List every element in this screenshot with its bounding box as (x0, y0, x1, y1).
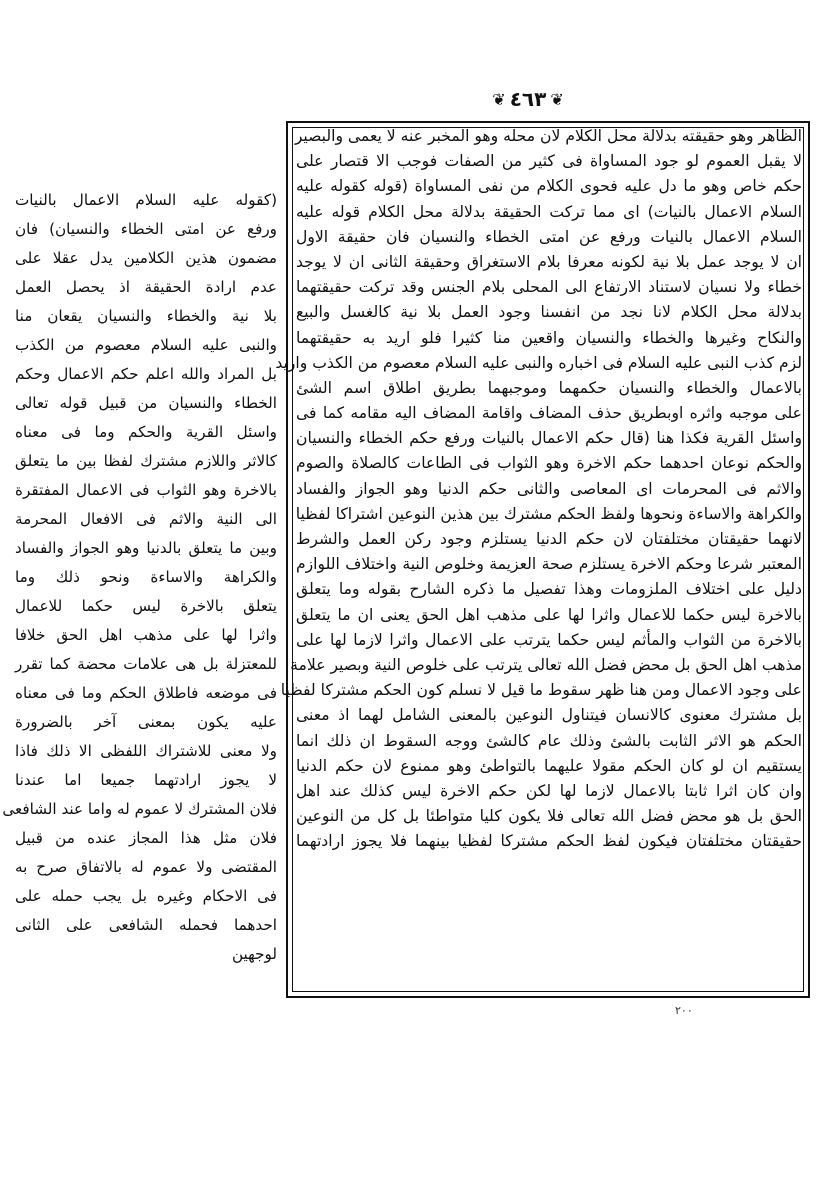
main-text-line: لانهما حقيقتان مختلفتان لان حكم الدنيا يستلزم وجود ركن العمل والشرط (296, 530, 802, 548)
main-text-line: والنكاح وغيرها والخطاء والنسيان واقعين منا كثيرا فلو اريد به حقيقتهما (296, 328, 802, 347)
margin-text-line: فى موضعه فاطلاق الحكم وما فى معناه (15, 684, 277, 702)
page-number (478, 82, 578, 116)
margin-text-line: بل المراد والله اعلم حكم الاعمال وحكم (15, 365, 277, 383)
margin-text-line: فلان المشترك لا عموم له واما عند الشافعى (2, 800, 277, 818)
margin-text-line: للمعتزلة بل هى علامات محضة كما تقرر (15, 655, 277, 673)
main-text-block (275, 124, 802, 994)
ornament-icon: ❦ (550, 89, 564, 109)
main-text-line: على موجبه واثره اوبطريق حذف المضاف واقامة المضاف اليه مقامه كما فى (296, 404, 802, 423)
margin-text-line: الخطاء والنسيان من قبيل قوله تعالى (15, 394, 277, 412)
margin-text-line: كالاثر واللازم مشترك لفظا بين ما يتعلق (15, 452, 277, 470)
margin-text-line: واسئل القرية والحكم وما فى معناه (15, 423, 277, 441)
main-text-line: بالاخرة من الثواب والمأثم ليس حكما يترتب على الاعمال واثرا لازما لها على (296, 630, 802, 649)
margin-text-line: مضمون هذين الكلامين يدل عقلا على (15, 249, 277, 267)
main-text-line: بالاخرة ليس حكما للاعمال واثرا لها على مذهب اهل الحق يعنى ان ما يتعلق (296, 605, 802, 624)
main-text-line: لزم كذب النبى عليه السلام فى اخباره والنبى عليه السلام معصوم من الكذب واريد (275, 353, 802, 372)
margin-text-line: واثرا لها على مذهب اهل الحق خلافا (15, 626, 277, 644)
main-text-line: حقيقتان مختلفتان فيكون لفظ الحكم مشتركا لفظيا بينهما فلا يجوز ارادتهما (296, 832, 802, 851)
margin-text-line: فلان مثل هذا المجاز عنده من قبيل (15, 829, 277, 847)
main-text-line: بدلالة محل الكلام لانا نجد من انفسنا وجود العمل بلا نية كالغسل والبيع (296, 303, 802, 322)
ornament-icon: ❦ (492, 89, 506, 109)
margin-text-line: احدهما فحمله الشافعى على الثانى (15, 916, 277, 934)
main-text-line: الظاهر وهو حقيقته بدلالة محل الكلام لان محله وهو المخبر عنه لا يعمى والبصير (294, 127, 802, 145)
margin-text-line: المقتضى ولا عموم له بالاتفاق صرح به (15, 858, 277, 876)
margin-text-line: والكراهة والاساءة ونحو ذلك وما (15, 568, 277, 586)
main-text-line: يستقيم ان لو كان الحكم مقولا عليهما بالتواطئ وهو ممنوع لان حكم الدنيا (296, 756, 802, 775)
margin-text-line: لوجهين (231, 945, 277, 963)
margin-text-line: الى النية والاثم فى الافعال المحرمة (15, 510, 277, 528)
main-text-line: بل مشترك معنوى كالانسان فيتناول النوعين بالمعنى الشامل لهما اذ معنى (296, 706, 802, 725)
footer-mark: ٢٠٠ (675, 1004, 693, 1017)
margin-text-line: وبين ما يتعلق بالدنيا وهو الجواز والفساد (15, 539, 277, 557)
main-text-line: والكراهة والاساءة ونحوها ولفظ الحكم مشترك بين هذين النوعين اشتراكا لفظيا (295, 504, 802, 523)
margin-text-line: (كقوله عليه السلام الاعمال بالنيات (15, 191, 277, 209)
main-text-line: لا يقبل العموم لو جود المساواة فى كثير من الصفات فوجب الا قتصار على (296, 152, 802, 171)
margin-text-line: ولا معنى للاشتراك اللفظى الا ذلك فاذا (15, 742, 277, 760)
main-text-line: دليل على اختلاف الملزومات وهذا تفصيل ما ذكره الشارح بقوله وما يتعلق (296, 580, 802, 599)
margin-text-line: عليه يكون بمعنى آخر بالضرورة (15, 713, 277, 731)
margin-commentary-block (2, 186, 277, 963)
main-text-line: المعتبر شرعا وحكم الاخرة يستلزم صحة العزيمة وخلوص النية واختلاف اللوازم (296, 555, 802, 574)
margin-text-line: لا يجوز ارادتهما جميعا اما عندنا (15, 771, 277, 789)
main-text-line: على وجود الاعمال ومن هنا ظهر سقوط ما قيل لا نسلم كون الحكم مشتركا لفظيا (280, 681, 802, 700)
page-number-value: ٤٦٣ (509, 87, 547, 111)
margin-text-line: ورفع عن امتى الخطاء والنسيان) فان (15, 220, 277, 238)
margin-text-line: بلا نية والخطاء والنسيان يقعان منا (15, 307, 277, 325)
main-text-line: واسئل القرية فكذا هنا (قال حكم الاعمال بالنيات ورفع حكم الخطاء والنسيان (296, 429, 802, 448)
main-text-line: بالاعمال والخطاء والنسيان حكمهما وموجبهما بطريق اطلاق اسم الشئ (296, 378, 802, 397)
main-text-line: وان كان اثرا ثابتا بالاعمال لازما لها لكن حكم الاخرة ليس كذلك عند اهل (296, 781, 802, 800)
main-text-line: مذهب اهل الحق بل محض فضل الله تعالى يترتب على خلوص النية وبصير علامة (290, 655, 802, 674)
main-text-line: والحكم نوعان احدهما حكم الاخرة وهو الثواب فى الطاعات كالصلاة والصوم (296, 454, 802, 473)
main-text-line: الحق بل هو محض فضل الله تعالى فلا يكون كليا متواطئا بل كل من النوعين (296, 807, 802, 826)
margin-text-line: يتعلق بالاخرة ليس حكما للاعمال (15, 597, 277, 615)
margin-text-line: فى الاحكام وغيره بل يجب حمله على (15, 887, 277, 905)
margin-text-line: عدم ارادة الحقيقة اذ يحصل العمل (15, 278, 277, 296)
main-text-line: ان لا يوجد عمل بلا نية لكونه معرفا بلام الاستغراق وحقيقة الثانى ان لا يوجد (296, 252, 802, 271)
main-text-line: الحكم هو الاثر الثابت بالشئ وذلك عام كالشئ ووجه السقوط ان ذلك انما (296, 731, 802, 750)
margin-text-line: بالاخرة وهو الثواب فى الاعمال المفتقرة (15, 481, 277, 499)
margin-text-line: والنبى عليه السلام معصوم من الكذب (15, 336, 277, 354)
main-text-line: السلام الاعمال بالنيات) اى مما تركت الحقيقة بدلالة محل الكلام قوله عليه (296, 202, 802, 221)
main-text-line: خطاء ولا نسيان لاستناد الارتفاع الى المحلى بلام الجنس وقد تركت حقيقتهما (296, 278, 802, 297)
main-text-line: حكم خاص وهو ما دل عليه فحوى الكلام من نفى المساواة (قوله كقوله عليه (296, 177, 802, 196)
main-text-line: السلام الاعمال بالنيات ورفع عن امتى الخطاء والنسيان فان حقيقة الاول (296, 227, 802, 246)
main-text-line: والاثم فى المحرمات اى المعاصى والثانى حكم الدنيا وهو الجواز والفساد (296, 479, 802, 498)
